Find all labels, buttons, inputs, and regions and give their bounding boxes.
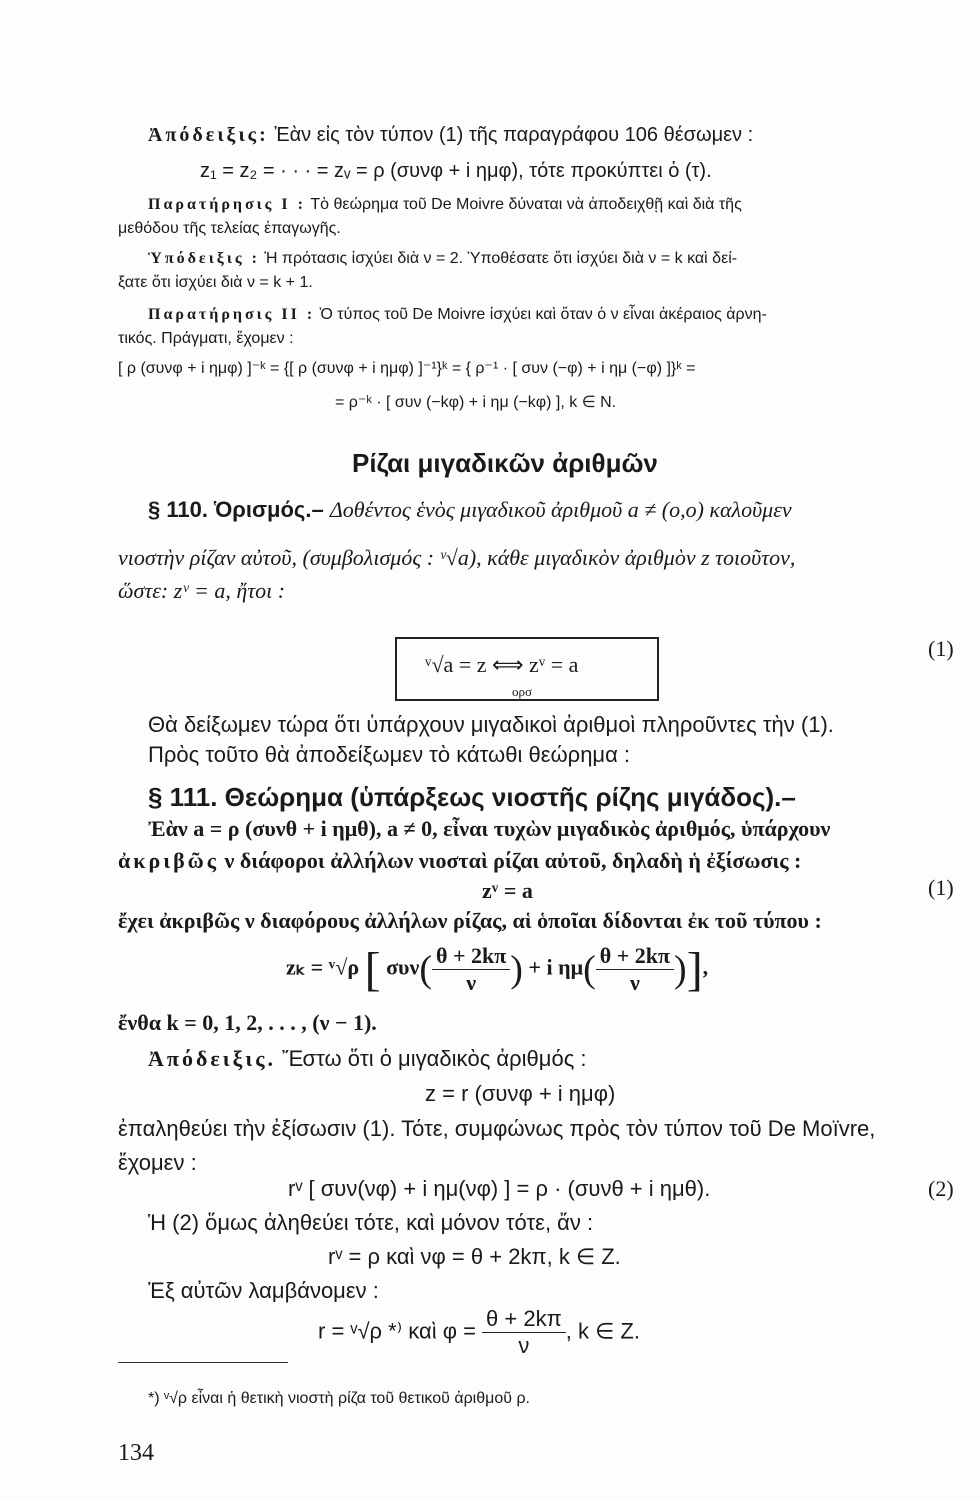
de-moivre-equation-number: (2) — [928, 1176, 954, 1201]
proof-text: Ἐὰν εἰς τὸν τύπον (1) τῆς παραγράφου 106 θέσωμεν : — [274, 124, 754, 146]
hint-continued: ξατε ὅτι ἰσχύει διὰ ν = k + 1. — [118, 274, 313, 291]
proof-start — [148, 1046, 587, 1072]
footnote-rule — [118, 1362, 288, 1363]
section-title: Ρίζαι μιγαδικῶν ἀριθμῶν — [352, 448, 658, 478]
proof-label: Ἀπόδειξις: — [148, 124, 269, 146]
box-equation: ᵛ√a = z ⟺ zᵛ = a — [425, 652, 579, 677]
theorem-line-1: Ἐὰν a = ρ (συνθ + i ημθ), a ≠ 0, εἶναι τυχὼν μιγαδικὸς ἀριθμός, ὑπάρχουν — [148, 816, 831, 841]
page-number: 134 — [118, 1440, 154, 1466]
result-left: r = ᵛ√ρ *⁾ καὶ φ = — [318, 1318, 476, 1344]
right-paren: ) — [510, 948, 523, 991]
hint — [148, 250, 737, 268]
theorem-equation-number: (1) — [928, 875, 954, 900]
box-subscript: ορσ — [512, 684, 532, 699]
theorem-line-4: ἔχει ἀκριβῶς ν διαφόρους ἀλλήλων ρίζας, αἱ ὁποῖαι δίδονται ἐκ τοῦ τύπου : — [118, 908, 822, 933]
theorem-equation: zᵛ = a — [482, 878, 533, 903]
proof-paragraph-2: ἔχομεν : — [118, 1150, 197, 1175]
phi-denominator: ν — [518, 1333, 530, 1358]
remark-1 — [148, 196, 742, 214]
definition-line-3: ὥστε: zᵛ = a, ἤτοι : — [118, 578, 286, 603]
proof-line — [148, 124, 753, 147]
proof-paragraph: ἐπαληθεύει τὴν ἐξίσωσιν (1). Τότε, συμφώνως πρὸς τὸν τύπον τοῦ De Moïvre, — [118, 1116, 876, 1141]
root-formula-left: zₖ = ᵛ√ρ — [286, 954, 360, 980]
definition-line-2: νιοστὴν ρίζαν αὐτοῦ, (συμβολισμός : ᵛ√a), κάθε μιγαδικὸν ἀριθμὸν z τοιοῦτον, — [118, 545, 796, 570]
definition-line-1 — [148, 497, 792, 523]
right-bracket: ] — [686, 943, 703, 996]
right-paren-2: ) — [674, 948, 687, 991]
fraction-denominator-2: ν — [629, 970, 640, 995]
root-formula-comma: , — [702, 954, 709, 980]
proof-equation: z = r (συνφ + i ημφ) — [425, 1081, 616, 1106]
section-110-heading: Ὁρισμός.– — [214, 497, 324, 522]
footnote: *) ᵛ√ρ εἶναι ἡ θετικὴ νιοστὴ ρίζα τοῦ θετικοῦ ἀριθμοῦ ρ. — [148, 1390, 530, 1407]
remark-1-text: Τὸ θεώρημα τοῦ De Moivre δύναται νὰ ἀποδειχθῇ καὶ διὰ τῆς — [310, 196, 742, 213]
left-paren-2: ( — [583, 948, 596, 991]
remark-2-label: Παρατήρησις II : — [148, 306, 316, 323]
section-111-title: § 111. Θεώρημα (ὑπάρξεως νιοστῆς ρίζης μιγάδος).– — [148, 782, 796, 812]
theorem-line-2 — [118, 848, 801, 874]
phi-numerator: θ + 2kπ — [482, 1306, 566, 1333]
result-equations — [318, 1306, 640, 1359]
fraction-denominator: ν — [466, 970, 477, 995]
root-formula-cos: συν — [386, 954, 420, 980]
remark-2 — [148, 306, 767, 324]
fraction-numerator: θ + 2kπ — [432, 943, 510, 970]
proof-2-text: Ἔστω ὅτι ὁ μιγαδικὸς ἀριθμός : — [282, 1046, 587, 1071]
obtain-text: Ἐξ αὐτῶν λαμβάνομεν : — [148, 1278, 379, 1303]
angle-fraction-1 — [432, 943, 510, 996]
angle-fraction-2 — [596, 943, 674, 996]
remark-2-continued: τικός. Πράγματι, ἔχομεν : — [118, 330, 294, 347]
paragraph-after-1: Θὰ δείξωμεν τώρα ὅτι ὑπάρχουν μιγαδικοὶ ἀριθμοὶ πληροῦντες τὴν (1). — [148, 712, 834, 737]
negative-exponent-equation-1: [ ρ (συνφ + i ημφ) ]⁻ᵏ = {[ ρ (συνφ + i ημφ) ]⁻¹}ᵏ = { ρ⁻¹ · [ συν (−φ) + i ημ (−φ) ]}ᵏ = — [118, 360, 696, 377]
negative-exponent-equation-2: = ρ⁻ᵏ · [ συν (−kφ) + i ημ (−kφ) ], k ∈ N. — [335, 394, 617, 411]
condition-text: Ἡ (2) ὅμως ἀληθεύει τότε, καὶ μόνον τότε, ἄν : — [148, 1210, 594, 1235]
box-equation-number: (1) — [928, 636, 954, 661]
index-range: ἔνθα k = 0, 1, 2, . . . , (ν − 1). — [118, 1010, 377, 1035]
bleed-through-text — [130, 150, 134, 165]
remark-1-label: Παρατήρησις I : — [148, 196, 306, 213]
remark-2-text: Ὁ τύπος τοῦ De Moivre ἰσχύει καὶ ὅταν ὁ ν εἶναι ἀκέραιος ἀρνη- — [319, 306, 767, 323]
left-paren: ( — [419, 948, 432, 991]
root-formula-plus: + i ημ — [528, 954, 584, 980]
section-110-number: § 110. — [148, 497, 208, 522]
hint-text: Ἡ πρότασις ἰσχύει διὰ ν = 2. Ὑποθέσατε ὅτι ἰσχύει διὰ ν = k καὶ δεί- — [264, 250, 738, 267]
condition-equations: rᵛ = ρ καὶ νφ = θ + 2kπ, k ∈ Z. — [328, 1244, 621, 1269]
remark-1-continued: μεθόδου τῆς τελείας ἐπαγωγῆς. — [118, 220, 341, 237]
fraction-numerator-2: θ + 2kπ — [596, 943, 674, 970]
theorem-line-2-text: ν διάφοροι ἀλλήλων νιοσταὶ ρίζαι αὐτοῦ, δηλαδὴ ἡ ἐξίσωσις : — [224, 848, 802, 873]
paragraph-after-2: Πρὸς τοῦτο θὰ ἀποδείξωμεν τὸ κάτωθι θεώρημα : — [148, 742, 631, 767]
hint-label: Ὑπόδειξις : — [148, 250, 260, 267]
proof-2-label: Ἀπόδειξις. — [148, 1046, 276, 1071]
theorem-spaced-word: ἀκριβῶς — [118, 848, 220, 873]
phi-fraction — [482, 1306, 566, 1359]
de-moivre-equation: rᵛ [ συν(νφ) + i ημ(νφ) ] = ρ · (συνθ + i ημθ). — [288, 1176, 711, 1201]
root-formula — [286, 942, 708, 997]
substitution-equation: z₁ = z₂ = · · · = zᵥ = ρ (συνφ + i ημφ), τότε προκύπτει ὁ (τ). — [200, 160, 712, 182]
result-end: , k ∈ Z. — [565, 1318, 640, 1344]
left-bracket: [ — [364, 943, 381, 996]
definition-text: Δοθέντος ἑνὸς μιγαδικοῦ ἀριθμοῦ a ≠ (o,o) καλοῦμεν — [329, 497, 792, 522]
